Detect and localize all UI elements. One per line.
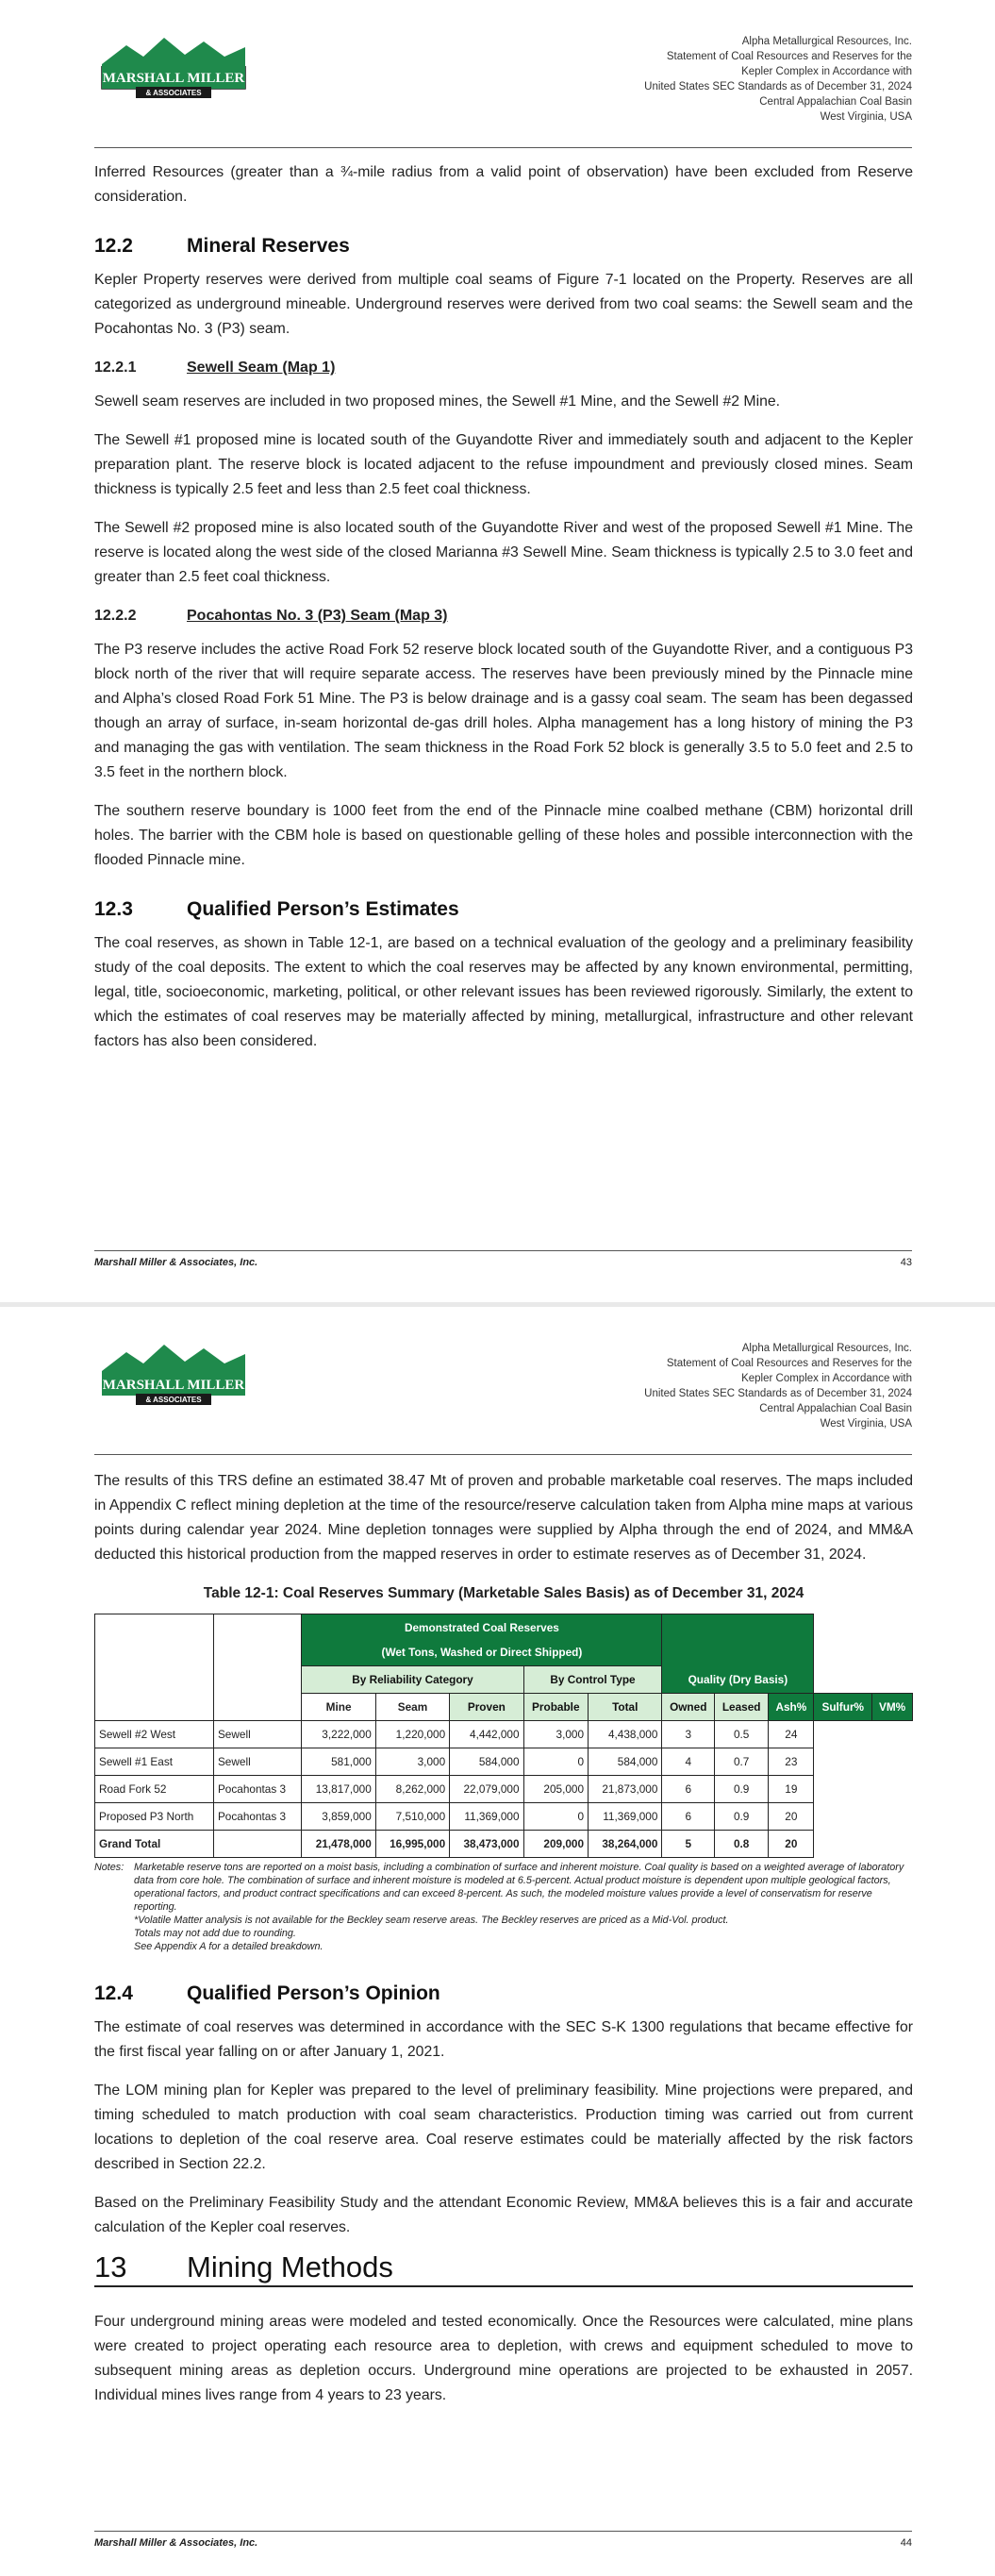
logo-text-bottom: & ASSOCIATES xyxy=(145,1396,202,1404)
page-header xyxy=(94,30,912,148)
logo-text-top: MARSHALL MILLER xyxy=(102,1378,245,1393)
header-company: Alpha Metallurgical Resources, Inc. xyxy=(741,1343,912,1354)
table-cell: 3,000 xyxy=(523,1721,589,1748)
table-cell: 584,000 xyxy=(589,1748,662,1776)
footer-firm: Marshall Miller & Associates, Inc. xyxy=(94,2537,258,2549)
table-cell: 209,000 xyxy=(523,1831,589,1858)
table-cell: 4,442,000 xyxy=(450,1721,523,1748)
table-cell: 1,220,000 xyxy=(375,1721,449,1748)
section-heading-12-2-2: 12.2.2 Pocahontas No. 3 (P3) Seam (Map 3) xyxy=(94,608,448,624)
header-text xyxy=(644,34,912,125)
marshall-miller-logo xyxy=(98,32,249,100)
table-cell: 205,000 xyxy=(523,1776,589,1803)
section-heading-12-2-1: 12.2.1 Sewell Seam (Map 1) xyxy=(94,360,336,376)
paragraph: The coal reserves, as shown in Table 12-1, are based on a technical evaluation of the geology and a preliminary feasibility study of the coal deposits. The extent to which the coal reserves may be affected by any known environmental, permitting, legal, title, socioeconomic, marketing, political, or other relevant issues has been reviewed rigorously. Similarly, the extent to which the estimates of coal reserves may be materially affected by mining, metallurgical, infrastructure and other relevant factors has also been considered. xyxy=(94,935,913,1049)
table-cell: 5 xyxy=(662,1831,715,1858)
paragraph: The southern reserve boundary is 1000 feet from the end of the Pinnacle mine coalbed methane (CBM) horizontal drill holes. The barrier with the CBM hole is based on questionable gelling of these holes and possible interconnection with the flooded Pinnacle mine. xyxy=(94,803,913,868)
column-header: Probable xyxy=(523,1694,589,1721)
page-44 xyxy=(0,1307,995,2576)
table-notes xyxy=(94,1861,913,1953)
table-cell: 0.8 xyxy=(715,1831,769,1858)
table-row xyxy=(95,1776,913,1803)
table-cell: 0.9 xyxy=(715,1776,769,1803)
page-footer xyxy=(94,2531,912,2549)
table-cell: 38,264,000 xyxy=(589,1831,662,1858)
header-line: United States SEC Standards as of December 31, 2024 xyxy=(644,81,912,92)
table-cell: 20 xyxy=(769,1831,814,1858)
page-number: 43 xyxy=(900,1257,912,1268)
notes-label: Notes: xyxy=(94,1862,124,1873)
paragraph: Kepler Property reserves were derived from multiple coal seams of Figure 7-1 located on the Property. Reserves are all categorized as underground mineable. Underground reserves were derived from two coal seams: the Sewell seam and the Pocahontas No. 3 (P3) seam. xyxy=(94,272,913,337)
table-cell: 6 xyxy=(662,1803,715,1831)
paragraph: The results of this TRS define an estimated 38.47 Mt of proven and probable marketable coal reserves. The maps included in Appendix C reflect mining depletion at the time of the resource/reserve calculation taken from Alpha mine maps at various points during calendar year 2024. Mine depletion tonnages were supplied by Alpha through the end of 2024, and MM&A deducted this historical production from the mapped reserves in order to estimate reserves as of December 31, 2024. xyxy=(94,1473,913,1563)
group-header-quality-top xyxy=(662,1614,814,1666)
table-cell: Grand Total xyxy=(95,1831,214,1858)
table-cell: 11,369,000 xyxy=(450,1803,523,1831)
table-corner xyxy=(213,1614,301,1721)
group-header-quality: Quality (Dry Basis) xyxy=(662,1666,814,1694)
section-heading-12-3: 12.3 Qualified Person’s Estimates xyxy=(94,898,459,920)
table-cell: 584,000 xyxy=(450,1748,523,1776)
header-line: Kepler Complex in Accordance with xyxy=(741,1373,912,1384)
group-header-reliability: By Reliability Category xyxy=(302,1666,523,1694)
table-row xyxy=(95,1748,913,1776)
column-header: Ash% xyxy=(769,1694,814,1721)
table-cell: 20 xyxy=(769,1803,814,1831)
column-header: Total xyxy=(589,1694,662,1721)
paragraph: Four underground mining areas were modeled and tested economically. Once the Resources were calculated, mine plans were created to project operating each resource area to depletion, with crews and equipment scheduled to move to subsequent mining areas as depletion occurs. Underground mine operations are projected to be exhausted in 2057. Individual mines lives range from 4 years to 23 years. xyxy=(94,2314,913,2403)
table-cell: Proposed P3 North xyxy=(95,1803,214,1831)
table-cell: 7,510,000 xyxy=(375,1803,449,1831)
column-header: Sulfur% xyxy=(814,1694,872,1721)
table-row xyxy=(95,1721,913,1748)
page-header xyxy=(94,1337,912,1455)
table-row xyxy=(95,1803,913,1831)
table-cell: 8,262,000 xyxy=(375,1776,449,1803)
column-header: Proven xyxy=(450,1694,523,1721)
footer-firm: Marshall Miller & Associates, Inc. xyxy=(94,1257,258,1268)
table-cell: 0.9 xyxy=(715,1803,769,1831)
paragraph: The P3 reserve includes the active Road Fork 52 reserve block located south of the Guyandotte River, and a contiguous P3 block north of the river that will require separate access. The reserves have been previously mined by the Pinnacle mine and Alpha’s closed Road Fork 51 Mine. The P3 is below drainage and is a gassy coal seam. The seam has been degassed though an array of surface, in-seam horizontal de-gas drill holes. Alpha management has a long history of mining the P3 and managing the gas with ventilation. The seam thickness in the Road Fork 52 block is generally 3.5 to 5.0 feet and 2.5 to 3.5 feet in the northern block. xyxy=(94,642,913,780)
header-line: Statement of Coal Resources and Reserves for the xyxy=(666,1358,912,1369)
table-cell: 4,438,000 xyxy=(589,1721,662,1748)
marshall-miller-logo xyxy=(98,1339,249,1407)
table-corner xyxy=(95,1614,214,1721)
paragraph: Based on the Preliminary Feasibility Study and the attendant Economic Review, MM&A believes this is a fair and accurate calculation of the Kepler coal reserves. xyxy=(94,2195,913,2235)
table-cell xyxy=(213,1831,301,1858)
section-heading-12-2: 12.2 Mineral Reserves xyxy=(94,235,350,257)
group-header-control: By Control Type xyxy=(523,1666,662,1694)
header-line: Central Appalachian Coal Basin xyxy=(759,1403,912,1414)
table-cell: 23 xyxy=(769,1748,814,1776)
group-header-demonstrated: Demonstrated Coal Reserves (Wet Tons, Washed or Direct Shipped) xyxy=(302,1614,662,1666)
column-header: Mine xyxy=(302,1694,375,1721)
header-line: Kepler Complex in Accordance with xyxy=(741,66,912,77)
paragraph: The estimate of coal reserves was determined in accordance with the SEC S-K 1300 regulations that became effective for the first fiscal year falling on or after January 1, 2021. xyxy=(94,2019,913,2060)
header-line: West Virginia, USA xyxy=(820,1418,912,1430)
paragraph: The Sewell #2 proposed mine is also located south of the Guyandotte River and west of the proposed Sewell #1 Mine. The reserve is located along the west side of the closed Marianna #3 Sewell Mine. Seam thickness is typically 2.5 to 3.0 feet and greater than 2.5 feet coal thickness. xyxy=(94,520,913,585)
header-line: Statement of Coal Resources and Reserves for the xyxy=(666,51,912,62)
table-cell: 13,817,000 xyxy=(302,1776,375,1803)
table-cell: Pocahontas 3 xyxy=(213,1803,301,1831)
paragraph: Inferred Resources (greater than a ¾-mile radius from a valid point of observation) have been excluded from Reserve consideration. xyxy=(94,164,913,205)
table-cell: 16,995,000 xyxy=(375,1831,449,1858)
header-line: Central Appalachian Coal Basin xyxy=(759,96,912,108)
section-heading-12-4: 12.4 Qualified Person’s Opinion xyxy=(94,1982,440,2004)
table-cell: 3,000 xyxy=(375,1748,449,1776)
table-cell: Sewell #1 East xyxy=(95,1748,214,1776)
page-body xyxy=(94,160,913,1068)
coal-reserves-table xyxy=(94,1614,913,1858)
table-cell: 3,859,000 xyxy=(302,1803,375,1831)
logo-text-top: MARSHALL MILLER xyxy=(102,71,245,86)
column-header: Seam xyxy=(375,1694,449,1721)
header-line: United States SEC Standards as of December 31, 2024 xyxy=(644,1388,912,1399)
table-cell: 21,478,000 xyxy=(302,1831,375,1858)
table-cell: 21,873,000 xyxy=(589,1776,662,1803)
table-cell: 0 xyxy=(523,1748,589,1776)
table-cell: 0.5 xyxy=(715,1721,769,1748)
chapter-heading-13: 13 Mining Methods xyxy=(94,2255,913,2287)
column-header: Owned xyxy=(662,1694,715,1721)
table-cell: Sewell xyxy=(213,1721,301,1748)
note: Totals may not add due to rounding. xyxy=(134,1928,296,1939)
table-cell: Road Fork 52 xyxy=(95,1776,214,1803)
table-cell: 0.7 xyxy=(715,1748,769,1776)
page-number: 44 xyxy=(900,2537,912,2549)
table-cell: 581,000 xyxy=(302,1748,375,1776)
table-cell: 38,473,000 xyxy=(450,1831,523,1858)
table-cell: 19 xyxy=(769,1776,814,1803)
table-cell: 11,369,000 xyxy=(589,1803,662,1831)
logo-text-bottom: & ASSOCIATES xyxy=(145,89,202,97)
table-cell: Sewell xyxy=(213,1748,301,1776)
table-cell: 0 xyxy=(523,1803,589,1831)
note: See Appendix A for a detailed breakdown. xyxy=(134,1941,323,1952)
header-line: West Virginia, USA xyxy=(820,111,912,123)
table-caption: Table 12-1: Coal Reserves Summary (Marketable Sales Basis) as of December 31, 2024 xyxy=(203,1585,804,1601)
column-header: VM% xyxy=(872,1694,913,1721)
note: *Volatile Matter analysis is not available for the Beckley seam reserve areas. The Beckley reserves are priced as a Mid-Vol. product. xyxy=(134,1915,729,1926)
paragraph: The Sewell #1 proposed mine is located south of the Guyandotte River and immediately south and adjacent to the Kepler preparation plant. The reserve block is located adjacent to the refuse impoundment and previously closed mines. Seam thickness is typically 2.5 feet and less than 2.5 feet coal thickness. xyxy=(94,432,913,497)
column-header: Leased xyxy=(715,1694,769,1721)
note: Marketable reserve tons are reported on a moist basis, including a combination of surface and inherent moisture. Coal quality is based on a weighted average of laboratory data from core hole. The combination of surface and inherent moisture is modeled at 6.5-percent. Actual product moisture is dependent upon multiple geological factors, operational factors, and product contract specifications and can exceed 8-percent. As such, the modeled moisture values provide a level of conservatism for reserve reporting. xyxy=(134,1862,904,1913)
paragraph: Sewell seam reserves are included in two proposed mines, the Sewell #1 Mine, and the Sewell #2 Mine. xyxy=(94,393,781,410)
table-cell: 3,222,000 xyxy=(302,1721,375,1748)
table-cell: 22,079,000 xyxy=(450,1776,523,1803)
table-cell: 4 xyxy=(662,1748,715,1776)
header-text xyxy=(644,1341,912,1431)
page-footer xyxy=(94,1250,912,1268)
table-cell: Pocahontas 3 xyxy=(213,1776,301,1803)
table-cell: Sewell #2 West xyxy=(95,1721,214,1748)
table-cell: 6 xyxy=(662,1776,715,1803)
table-total-row xyxy=(95,1831,913,1858)
header-company: Alpha Metallurgical Resources, Inc. xyxy=(741,36,912,47)
paragraph: The LOM mining plan for Kepler was prepared to the level of preliminary feasibility. Mine projections were prepared, and timing scheduled to match production with coal seam characteristics. Production timing was carried out from current locations to depletion of the coal reserve area. Coal reserve estimates could be materially affected by the risk factors described in Section 22.2. xyxy=(94,2083,913,2172)
table-cell: 24 xyxy=(769,1721,814,1748)
table-cell: 3 xyxy=(662,1721,715,1748)
page-body xyxy=(94,1469,913,2422)
